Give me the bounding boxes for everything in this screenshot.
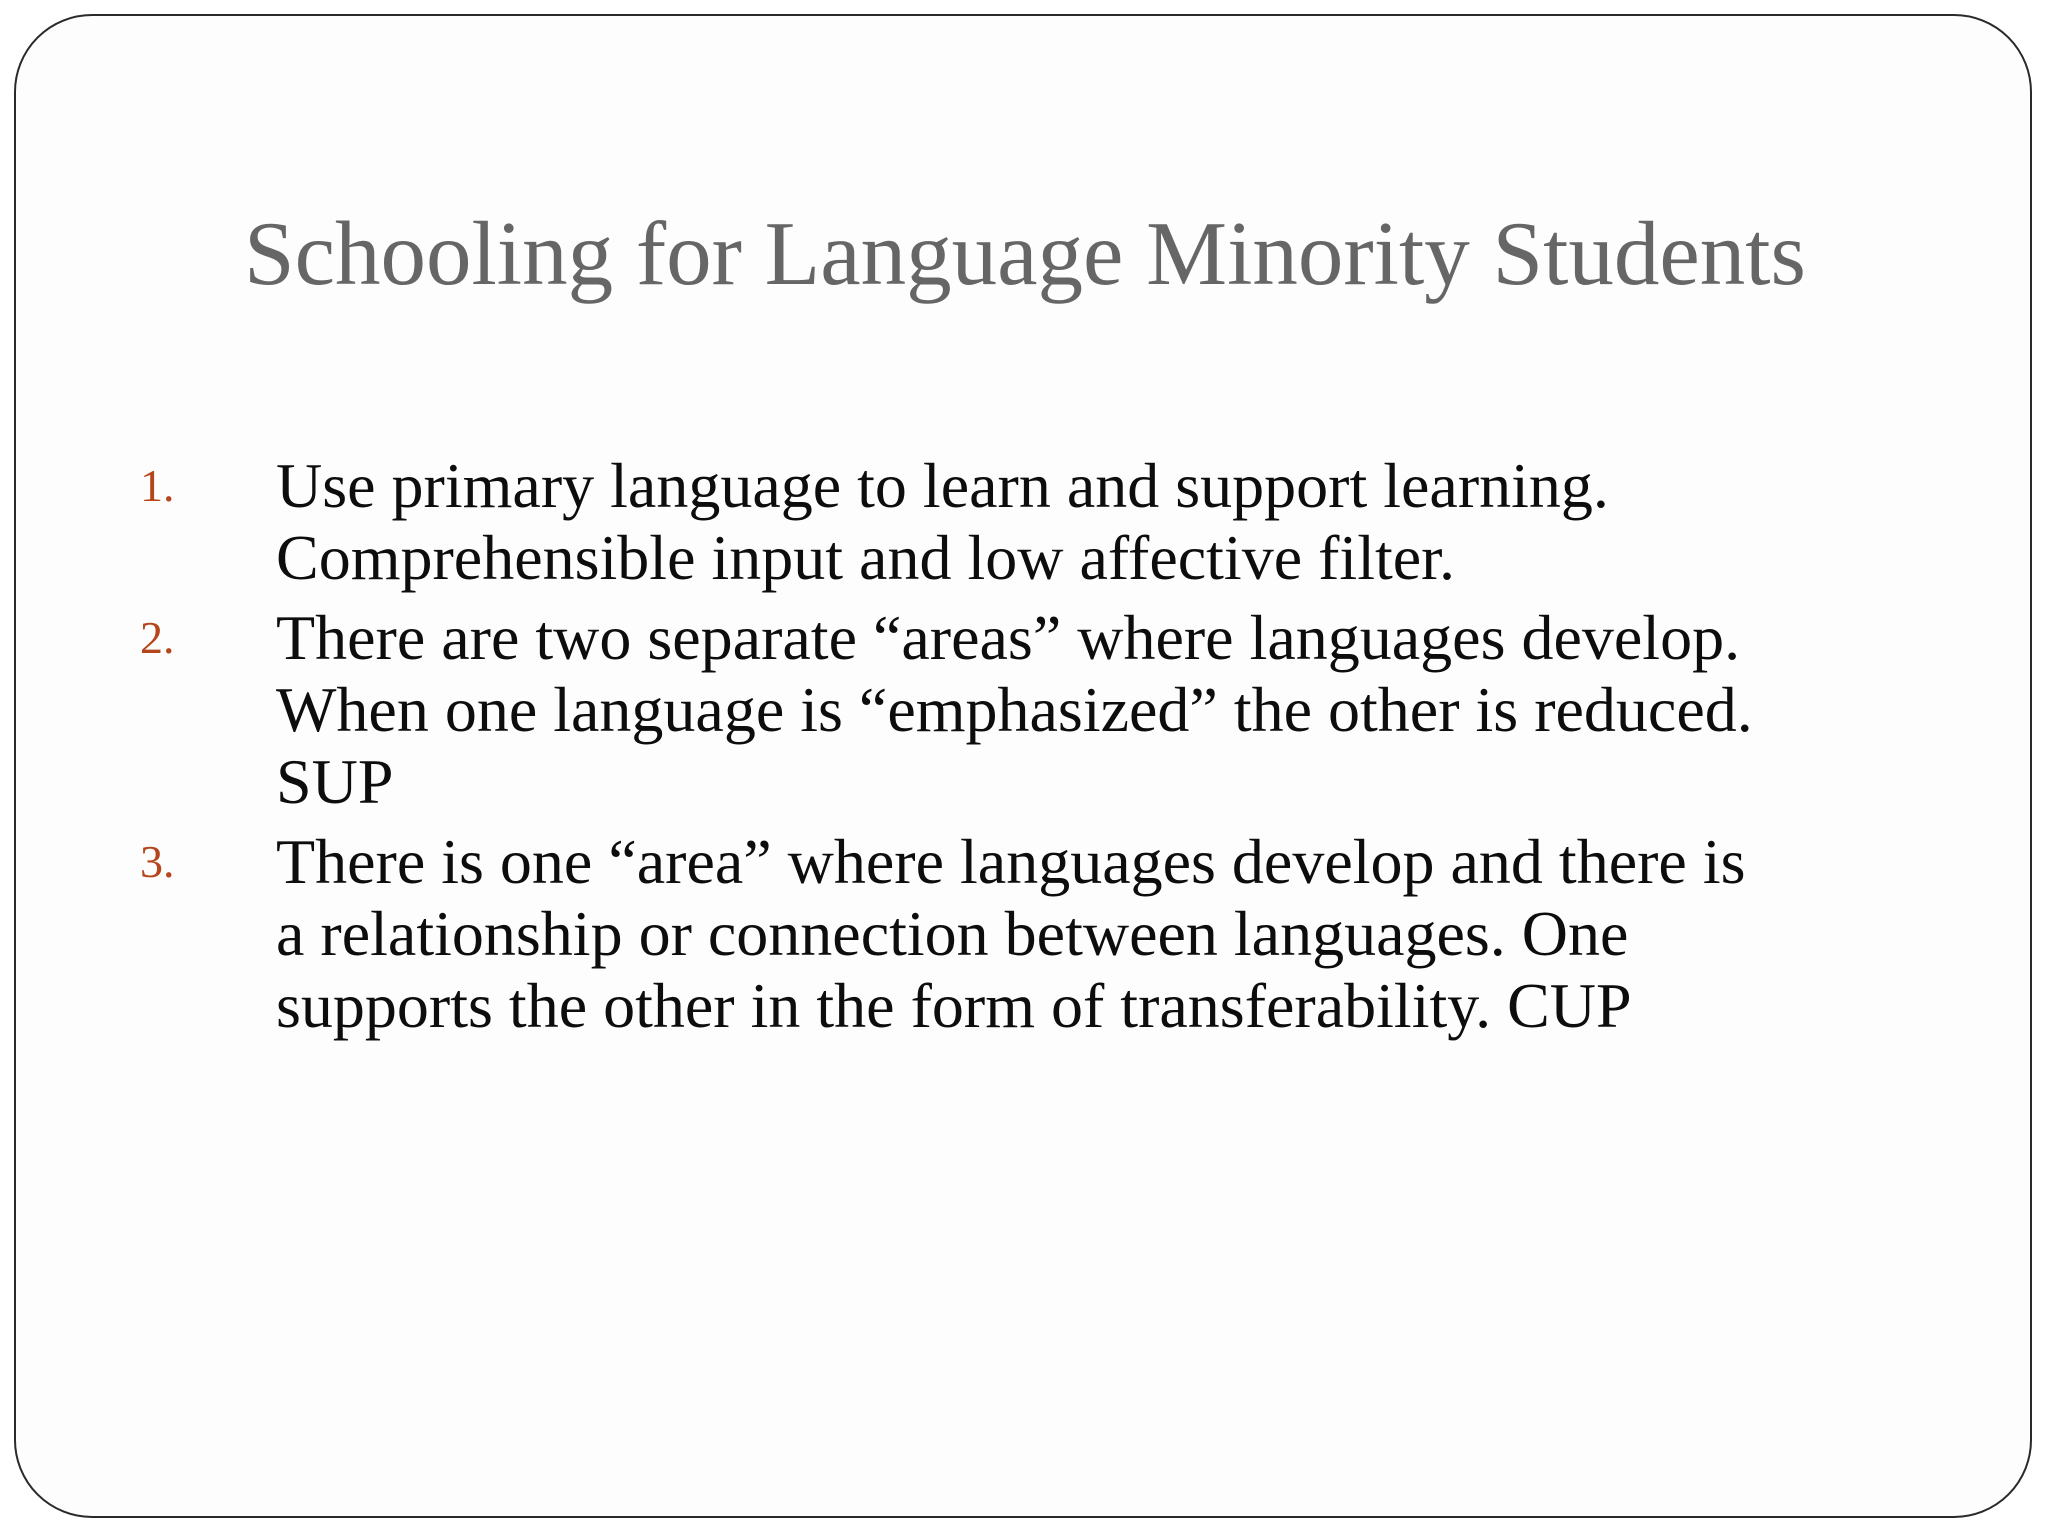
numbered-list — [126, 450, 1986, 1042]
text-line: Comprehensible input and low affective filter. — [276, 522, 1455, 593]
text-line: supports the other in the form of transferability. CUP — [276, 970, 1632, 1041]
list-item — [126, 450, 1986, 594]
text-line: When one language is “emphasized” the other is reduced. — [276, 674, 1753, 745]
text-line: SUP — [276, 746, 394, 817]
list-item-text — [276, 450, 1986, 594]
slide — [14, 14, 2032, 1518]
slide-title: Schooling for Language Minority Students — [244, 203, 1806, 304]
list-number: 3. — [140, 836, 175, 887]
text-line: There is one “area” where languages develop and there is — [276, 826, 1746, 897]
text-line: a relationship or connection between languages. One — [276, 898, 1629, 969]
list-item — [126, 826, 1986, 1042]
list-item — [126, 602, 1986, 818]
text-line: Use primary language to learn and support learning. — [276, 450, 1609, 521]
list-item-text — [276, 602, 1986, 818]
list-item-text — [276, 826, 1986, 1042]
list-number: 1. — [140, 460, 175, 511]
list-number: 2. — [140, 612, 175, 663]
text-line: There are two separate “areas” where languages develop. — [276, 602, 1741, 673]
